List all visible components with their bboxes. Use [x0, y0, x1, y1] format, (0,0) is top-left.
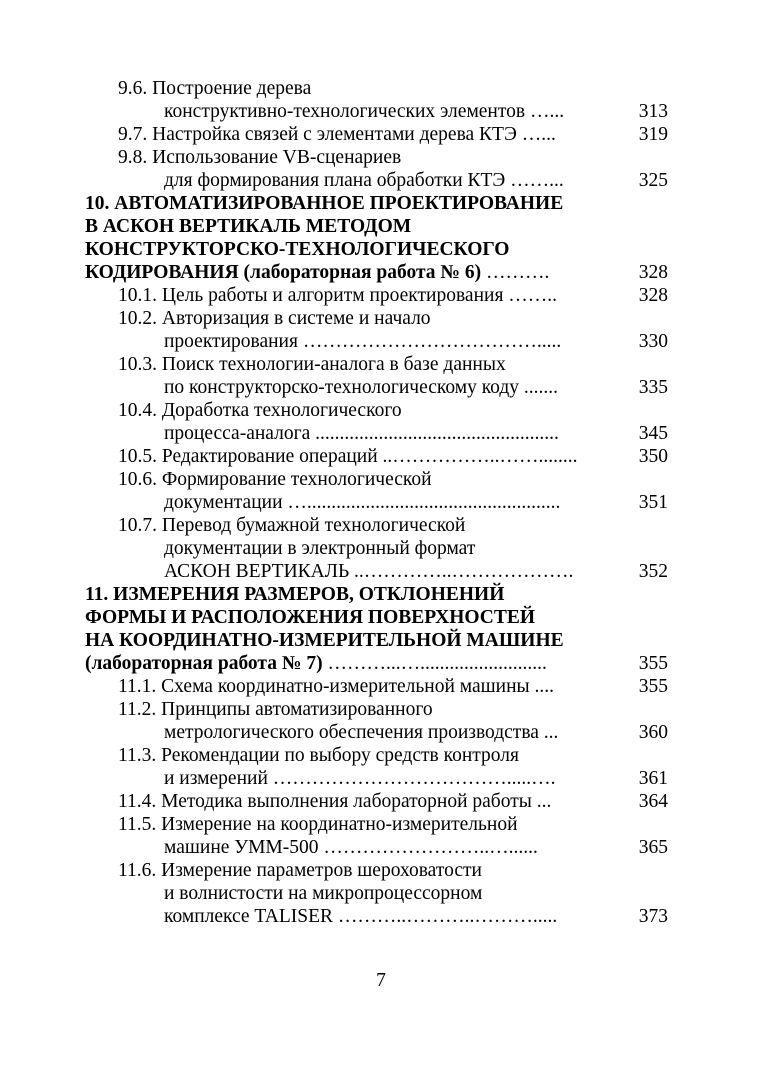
toc-entry-title: 11.5. Измерение на координатно-измерительной — [118, 814, 518, 835]
toc-page-number: 360 — [638, 722, 668, 743]
toc-entry — [0, 698, 762, 721]
toc-entry-title: КОНСТРУКТОРСКО-ТЕХНОЛОГИЧЕСКОГО — [85, 239, 510, 260]
toc-page-number: 364 — [638, 791, 668, 812]
toc-entry-title-bold: (лабораторная работа № 7) — [85, 653, 323, 674]
toc-page-number: 355 — [638, 653, 668, 674]
toc-page-number: 330 — [638, 331, 668, 352]
toc-entry — [0, 514, 762, 537]
toc-page-number: 335 — [638, 377, 668, 398]
toc-entry-title: АСКОН ВЕРТИКАЛЬ ..…………..………………. — [164, 561, 574, 582]
toc-entry — [0, 445, 762, 468]
toc-page-number: 352 — [638, 561, 668, 582]
toc-entry — [0, 376, 762, 399]
toc-entry-title: машине УММ-500 ……………………..…...... — [164, 837, 538, 858]
toc-entry — [0, 491, 762, 514]
page-number: 7 — [376, 970, 386, 991]
toc-entry — [0, 560, 762, 583]
toc-entry-title: для формирования плана обработки КТЭ ……... — [164, 170, 564, 191]
toc-entry-title: документации в электронный формат — [164, 538, 476, 559]
toc-page-number: 351 — [638, 492, 668, 513]
toc-entry — [0, 284, 762, 307]
toc-entry-title: метрологического обеспечения производства ... — [164, 722, 559, 743]
toc-entry-title: и измерений ……………………………….....…. — [164, 768, 556, 789]
toc-entry-title: НА КООРДИНАТНО-ИЗМЕРИТЕЛЬНОЙ МАШИНЕ — [85, 630, 564, 651]
toc-entry — [0, 905, 762, 928]
toc-entry-title: 11.2. Принципы автоматизированного — [118, 699, 433, 720]
toc-page-number: 361 — [638, 768, 668, 789]
toc-entry-title: 11.1. Схема координатно-измерительной машины .... — [118, 676, 554, 697]
toc-entry-title: комплексе TALISER ………..………..………..... — [164, 906, 558, 927]
toc-section-heading — [0, 652, 762, 675]
toc-entry — [0, 836, 762, 859]
toc-section-heading — [0, 192, 762, 215]
toc-page-number: 355 — [638, 676, 668, 697]
toc-entry-title-bold: КОДИРОВАНИЯ (лабораторная работа № 6) — [85, 262, 482, 283]
toc-entry-title: 9.7. Настройка связей с элементами дерева КТЭ …... — [118, 124, 556, 145]
toc-entry-title: 10. АВТОМАТИЗИРОВАННОЕ ПРОЕКТИРОВАНИЕ — [85, 193, 564, 214]
toc-entry — [0, 77, 762, 100]
toc-entry — [0, 123, 762, 146]
toc-page-number: 365 — [638, 837, 668, 858]
toc-page-number: 350 — [638, 446, 668, 467]
toc-entry — [0, 146, 762, 169]
toc-section-heading — [0, 215, 762, 238]
toc-page-number: 328 — [638, 262, 668, 283]
toc-entry-title: и волнистости на микропроцессорном — [164, 883, 483, 904]
toc-leader-dots: ………. — [481, 262, 550, 283]
toc-entry — [0, 859, 762, 882]
toc-section-heading — [0, 606, 762, 629]
toc-entry-title: 10.1. Цель работы и алгоритм проектирования …….. — [118, 285, 558, 306]
toc-entry-title: 9.6. Построение дерева — [118, 78, 312, 99]
toc-entry-title: 10.4. Доработка технологического — [118, 400, 402, 421]
toc-entry-title: 10.2. Авторизация в системе и начало — [118, 308, 431, 329]
toc-entry-title: 10.7. Перевод бумажной технологической — [118, 515, 466, 536]
toc-entry — [0, 169, 762, 192]
toc-entry — [0, 422, 762, 445]
toc-entry-title: проектирования ………………………………..... — [164, 331, 562, 352]
toc-entry — [0, 537, 762, 560]
toc-page-number: 313 — [638, 101, 668, 122]
toc-entry — [0, 307, 762, 330]
toc-leader-dots: ………...….......................... — [322, 653, 547, 674]
toc-entry-title: по конструкторско-технологическому коду ....... — [164, 377, 559, 398]
toc-page-number: 325 — [638, 170, 668, 191]
toc-entry — [0, 721, 762, 744]
toc-page-number: 345 — [638, 423, 668, 444]
toc-section-heading — [0, 238, 762, 261]
toc-entry-title: 11.3. Рекомендации по выбору средств контроля — [118, 745, 519, 766]
toc-entry — [0, 353, 762, 376]
toc-page-number: 328 — [638, 285, 668, 306]
toc-entry-title: 11.4. Методика выполнения лабораторной работы ... — [118, 791, 552, 812]
toc-entry — [0, 790, 762, 813]
toc-entry-title: 10.5. Редактирование операций ..……………..……........ — [118, 446, 578, 467]
toc-entry — [0, 882, 762, 905]
toc-entry — [0, 675, 762, 698]
toc-entry-title: 10.6. Формирование технологической — [118, 469, 432, 490]
toc-entry — [0, 468, 762, 491]
toc-entry-title — [85, 652, 547, 675]
toc-entry — [0, 744, 762, 767]
toc-page-number: 319 — [638, 124, 668, 145]
toc-section-heading — [0, 261, 762, 284]
toc-entry-title: 9.8. Использование VB-сценариев — [118, 147, 402, 168]
toc-entry-title: В АСКОН ВЕРТИКАЛЬ МЕТОДОМ — [85, 216, 412, 237]
toc-entry — [0, 330, 762, 353]
toc-section-heading — [0, 583, 762, 606]
toc-page-number: 373 — [638, 906, 668, 927]
toc-entry — [0, 767, 762, 790]
toc-entry-title — [85, 261, 549, 284]
toc-entry — [0, 399, 762, 422]
table-of-contents — [0, 77, 762, 928]
toc-entry-title: 10.3. Поиск технологии-аналога в базе данных — [118, 354, 506, 375]
toc-entry-title: документации ….................................................... — [164, 492, 561, 513]
toc-entry-title: ФОРМЫ И РАСПОЛОЖЕНИЯ ПОВЕРХНОСТЕЙ — [85, 607, 536, 628]
toc-entry-title: конструктивно-технологических элементов …... — [164, 101, 565, 122]
toc-entry-title: 11. ИЗМЕРЕНИЯ РАЗМЕРОВ, ОТКЛОНЕНИЙ — [85, 584, 505, 605]
toc-entry-title: 11.6. Измерение параметров шероховатости — [118, 860, 482, 881]
toc-entry-title: процесса-аналога .................................................. — [164, 423, 559, 444]
toc-entry — [0, 100, 762, 123]
toc-section-heading — [0, 629, 762, 652]
toc-entry — [0, 813, 762, 836]
